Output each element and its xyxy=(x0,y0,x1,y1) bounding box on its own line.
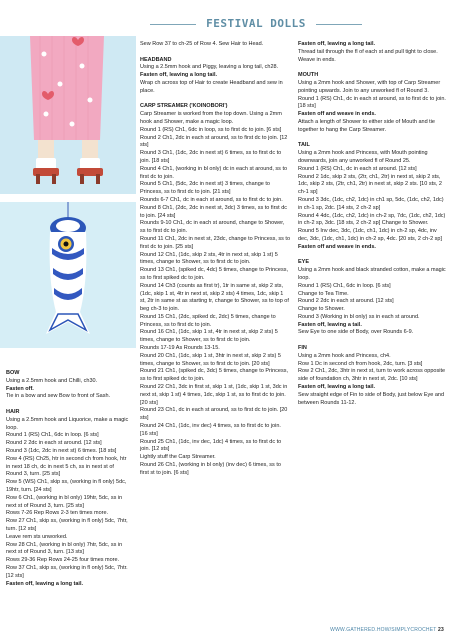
mouth-heading: MOUTH xyxy=(298,72,319,79)
headband-heading: HEADBAND xyxy=(140,56,172,63)
carp-line: Round 5 Ch1, (5dc, 2dc in next st) 3 times, change to Princess, ss to first dc to join. [21 sts] xyxy=(140,181,270,196)
headband-line: Using a 2.5mm hook and Piggy, leaving a long tail, ch28. xyxy=(140,64,279,71)
doll-photo xyxy=(0,36,136,194)
carp-line: Round 1 (RS) Ch1, 6dc in loop, ss to first dc to join. [6 sts] xyxy=(140,126,282,133)
fin-line: Sew straight edge of Fin to side of Body, just below Eye and between Rounds 11-12. xyxy=(298,391,445,406)
intro-line: Sew Row 37 to ch-25 of Row 4. Sew Hair to Head. xyxy=(140,41,264,47)
intro-line: Thread tail through the fl of each st and pull tight to close. Weave in ends. xyxy=(298,48,438,63)
carp-line: Round 14 Ch3 (counts as first tr), 1tr in same st, skip 2 sts, (1dc, skip 1 st, 4tr in next st, skip 2 sts) 4 times, 1dc, skip 1 st, 2tr in same st as starting tr, change to Shower, ss to top of beg ch-3 to join. xyxy=(140,282,289,313)
carp-line: Round 11 Ch1, 2dc in next st, 23dc, change to Princess, ss to first dc to join. [25 sts] xyxy=(140,235,291,250)
fin-line: Row 1 Dc in second ch from hook, 2dc, turn. [3 sts] xyxy=(298,360,423,367)
eye-line: Using a 2mm hook and black stranded cotton, make a magic loop. xyxy=(298,267,446,281)
carp-line: Rounds 6-7 Ch1, dc in each st around, ss to first dc to join. xyxy=(140,196,283,203)
fin-line: Row 2 Ch1, 2dc, 3htr in next st, turn to work across opposite side of foundation ch, 3htr in next st, 2dc. [10 sts] xyxy=(298,368,446,383)
hair-line: Round 3 (1dc, 2dc in next st) 6 times. [18 sts] xyxy=(6,447,117,454)
carp-line: Round 22 Ch1, 3dc in first st, skip 1 st, (1dc, skip 1 st, 3dc in next st, skip 1 st) 4 times, 1dc, skip 1 st, ss to first dc to join. [20 sts] xyxy=(140,384,288,406)
carp-line: Round 15 Ch1, (2dc, spiked dc, 2dc) 5 times, change to Princess, ss to first dc to join. xyxy=(140,313,276,328)
bow-heading: BOW xyxy=(6,370,20,376)
mouth-line: Attach a length of Shower to either side of Mouth and tie together to hang the Carp Streamer. xyxy=(298,118,435,133)
carp-line: Round 3 Ch1, (1dc, 2dc in next st) 6 times, ss to first dc to join. [18 sts] xyxy=(140,150,282,164)
bow-line: Using a 2.5mm hook and Chilli, ch30. xyxy=(6,377,98,384)
eye-line: Round 1 (RS) Ch1, 6dc in loop. [6 sts] xyxy=(298,282,391,289)
mouth-line: Using a 2mm hook and Shower, with top of Carp Streamer pointing upwards. Join to any unworked fl of Round 3. xyxy=(298,79,441,94)
fin-line: Fasten off, leaving a long tail. xyxy=(298,384,376,391)
carp-line: Round 8 Ch1, (2dc, 2dc in next st, 3dc) 3 times, ss to first dc to join. [24 sts] xyxy=(140,204,288,219)
carp-line: Rounds 9-10 Ch1, dc in each st around, change to Shower, ss to first dc to join. xyxy=(140,220,285,235)
carp-line: Round 4 Ch1, (working in bl only) dc in each st around, ss to first dc to join. xyxy=(140,165,288,180)
carp-line: Round 26 Ch1, (working in bl only) (inv dec) 6 times, ss to first st to join. [6 sts] xyxy=(140,462,281,476)
carp-streamer-illustration xyxy=(0,202,136,348)
column-left xyxy=(6,370,130,588)
hair-line: Rows 29-36 Rep Rows 24-25 four times more. xyxy=(6,557,120,564)
carp-line: Round 24 Ch1, (1dc, inv dec) 4 times, ss to first dc to join. [16 sts] xyxy=(140,423,281,437)
eye-line: Change to Shower. xyxy=(298,306,345,313)
mouth-line: Round 1 (RS) Ch1, dc in each st around, ss to first dc to join. [18 sts] xyxy=(298,95,446,110)
header-rule-left xyxy=(150,24,196,25)
column-middle xyxy=(140,41,290,478)
tail-line: Round 5 Inv dec, 3dc, (1dc, ch1, 1dc) in ch-2 sp, 4dc, inv dec, 3dc, (1dc, ch1, 1dc) in ch-2 sp, 4dc. [20 sts, 2 ch-2 sp] xyxy=(298,228,442,242)
carp-streamer-photo xyxy=(0,202,136,348)
header-rule-right xyxy=(316,24,362,25)
tail-line: Round 3 3dc, (1dc, ch2, 1dc) in ch1 sp, 5dc, (1dc, ch2, 1dc) in ch-1 sp, 2dc. [14 sts, 2 ch-2 sp] xyxy=(298,196,444,211)
carp-line: Round 25 Ch1, (1dc, inv dec, 1dc) 4 times, ss to first dc to join. [12 sts] xyxy=(140,438,282,453)
hair-line: Rows 7-26 Rep Rows 2-3 ten times more. xyxy=(6,510,109,517)
bow-line: Tie in a bow and sew Bow to front of Sash. xyxy=(6,393,111,400)
tail-line: Using a 2mm hook and Princess, with Mouth pointing downwards, join any unworked fl of Round 25. xyxy=(298,150,428,164)
page-number: 23 xyxy=(438,627,444,633)
page-header xyxy=(0,14,452,36)
carp-line: Round 13 Ch1, (spiked dc, 4dc) 5 times, change to Princess, ss to first spiked dc to join. xyxy=(140,267,288,281)
hair-line: Leave rem sts unworked. xyxy=(6,533,68,540)
tail-line: Round 4 4dc, (1dc, ch2, 1dc) in ch-2 sp, 7dc, (1dc, ch2, 1dc) in ch-2 sp, 3dc. [18 sts, 2 ch-2 sp] Change to Shower. xyxy=(298,212,446,227)
headband-line: Wrap ch across top of Hair to create Headband and sew in place. xyxy=(140,79,283,94)
carp-line: Rounds 17-19 As Rounds 13-15. xyxy=(140,345,220,352)
eye-line: Round 3 (Working in bl only) ss in each st around. xyxy=(298,313,420,320)
hair-line: Round 1 (RS) Ch1, 6dc in loop. [6 sts] xyxy=(6,432,99,439)
hair-line: Row 28 Ch1, (working in bl only) 7htr, 5dc, ss in next st of Round 3, turn. [13 sts] xyxy=(6,541,123,556)
eye-line: Fasten off, leaving a tail. xyxy=(298,321,362,328)
hair-line: Row 6 Ch1, (working in bl only) 19htr, 5dc, ss in next st of Round 3, turn. [25 sts] xyxy=(6,494,123,509)
carp-line: Round 20 Ch1, (1dc, skip 1 st, 3htr in next st, skip 2 sts) 5 times, change to Shower, ss to first dc to join. [20 sts] xyxy=(140,352,281,367)
hair-line: Row 5 (WS) Ch1, skip ss, (working in fl only) 5dc, 19htr, turn. [24 sts] xyxy=(6,479,127,493)
footer-url[interactable]: WWW.GATHERED.HOW/SIMPLYCROCHET xyxy=(330,627,437,633)
carp-line: Carp Streamer is worked from the top down. Using a 2mm hook and Shower, make a magic loop. xyxy=(140,111,282,125)
tail-line: Round 1 (RS) Ch1, dc in each st around. [12 sts] xyxy=(298,165,417,172)
hair-line: Row 37 Ch1, skip ss, (working in fl only) 5dc, 7htr. [12 sts] xyxy=(6,564,128,579)
mouth-line: Fasten off and weave in ends. xyxy=(298,111,376,118)
carp-line: Lightly stuff the Carp Streamer. xyxy=(140,454,216,461)
hair-line: Round 2 2dc in each st around. [12 sts] xyxy=(6,440,102,447)
carp-line: Round 23 Ch1, dc in each st around, ss to first dc to join. [20 sts] xyxy=(140,407,288,422)
eye-heading: EYE xyxy=(298,259,310,266)
page-footer xyxy=(330,627,444,633)
tail-line: Fasten off and weave in ends. xyxy=(298,243,376,250)
doll-illustration xyxy=(0,36,136,194)
carp-line: Round 21 Ch1, (spiked dc, 3dc) 5 times, change to Princess, ss to first spiked dc to join. xyxy=(140,368,288,383)
hair-heading: HAIR xyxy=(6,408,20,415)
tail-line: Round 2 1dc, skip 2 sts, (2tr, ch1, 2tr) in next st, skip 2 sts, 1dc, skip 2 sts, (2tr, ch1, 2tr) in next st, skip 2 sts. [10 sts, 2 ch-1 sp] xyxy=(298,173,442,196)
hair-line: Row 4 (RS) Ch25, htr in second ch from hook, htr in next 18 ch, dc in next 5 ch, ss in next st of Round 3, turn. [25 sts] xyxy=(6,455,127,478)
hair-line: Fasten off, leaving a long tail. xyxy=(6,580,84,587)
bow-line: Fasten off. xyxy=(6,385,34,392)
column-right xyxy=(298,41,446,407)
carp-line: Round 12 Ch1, (1dc, skip 2 sts, 4tr in next st, skip 1 st) 5 times, change to Shower, ss to first dc to join. xyxy=(140,251,278,266)
fin-line: Using a 2mm hook and Princess, ch4. xyxy=(298,352,391,359)
carp-line: Round 16 Ch1, (1dc, skip 1 st, 4tr in next st, skip 2 sts) 5 times, change to Shower, ss to first dc to join. xyxy=(140,329,278,344)
hair-line: Row 27 Ch1, skip ss, (working in fl only) 5dc, 7htr, turn. [12 sts] xyxy=(6,518,128,532)
carp-heading: CARP STREAMER ('KOINOBORI') xyxy=(140,103,228,110)
eye-line: Sew Eye to one side of Body, over Rounds 6-9. xyxy=(298,329,414,336)
headband-line: Fasten off, leaving a long tail. xyxy=(140,72,218,79)
hair-line: Using a 2.5mm hook and Liquorice, make a magic loop. xyxy=(6,416,129,431)
eye-line: Round 2 2dc in each st around. [12 sts] xyxy=(298,298,394,305)
section-title: FESTIVAL DOLLS xyxy=(206,17,306,30)
tail-heading: TAIL xyxy=(298,142,310,149)
carp-line: Round 2 Ch1, 2dc in each st around, ss to first dc to join. [12 sts] xyxy=(140,134,288,149)
fin-heading: FIN xyxy=(298,345,307,352)
eye-line: Change to Tea Time. xyxy=(298,290,349,297)
intro-line: Fasten off, leaving a long tail. xyxy=(298,41,376,47)
